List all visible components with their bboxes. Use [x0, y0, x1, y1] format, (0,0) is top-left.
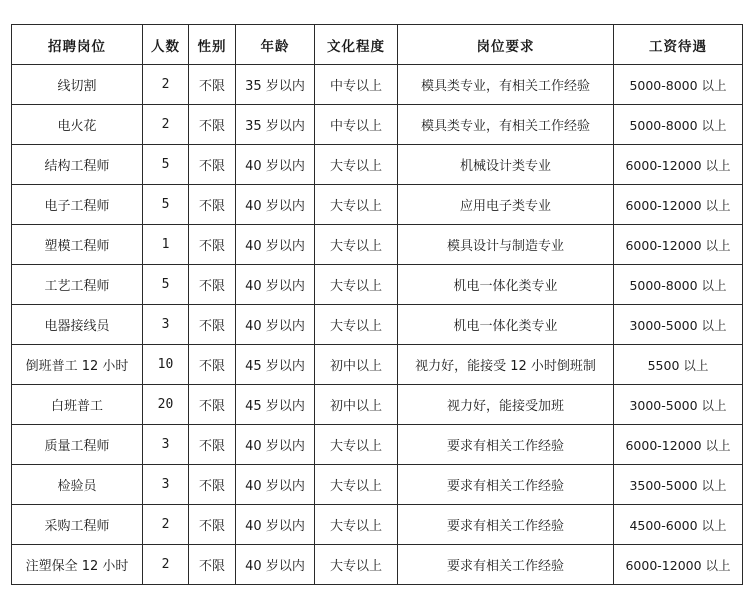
cell-age: 40 岁以内: [236, 265, 315, 305]
cell-gender: 不限: [189, 105, 236, 145]
header-salary: 工资待遇: [614, 25, 743, 65]
table-row: [12, 545, 743, 585]
cell-gender: 不限: [189, 225, 236, 265]
cell-requirements: 要求有相关工作经验: [398, 465, 614, 505]
table-row: [12, 305, 743, 345]
cell-education: 大专以上: [315, 225, 398, 265]
cell-age: 40 岁以内: [236, 465, 315, 505]
cell-salary: 5000-8000 以上: [614, 265, 743, 305]
cell-gender: 不限: [189, 465, 236, 505]
cell-gender: 不限: [189, 265, 236, 305]
cell-age: 40 岁以内: [236, 145, 315, 185]
cell-gender: 不限: [189, 345, 236, 385]
cell-position: 采购工程师: [12, 505, 143, 545]
cell-salary: 5000-8000 以上: [614, 105, 743, 145]
cell-requirements: 机电一体化类专业: [398, 305, 614, 345]
cell-age: 40 岁以内: [236, 425, 315, 465]
cell-position: 倒班普工 12 小时: [12, 345, 143, 385]
cell-salary: 6000-12000 以上: [614, 225, 743, 265]
cell-education: 初中以上: [315, 385, 398, 425]
cell-education: 初中以上: [315, 345, 398, 385]
cell-salary: 3000-5000 以上: [614, 385, 743, 425]
cell-age: 40 岁以内: [236, 225, 315, 265]
table-row: [12, 185, 743, 225]
table-row: [12, 145, 743, 185]
header-gender: 性别: [189, 25, 236, 65]
header-row: [12, 25, 743, 65]
cell-education: 大专以上: [315, 465, 398, 505]
cell-headcount: 3: [143, 465, 189, 505]
cell-age: 40 岁以内: [236, 545, 315, 585]
cell-education: 大专以上: [315, 425, 398, 465]
cell-headcount: 2: [143, 105, 189, 145]
cell-gender: 不限: [189, 385, 236, 425]
table-row: [12, 505, 743, 545]
cell-position: 质量工程师: [12, 425, 143, 465]
cell-salary: 3500-5000 以上: [614, 465, 743, 505]
cell-position: 白班普工: [12, 385, 143, 425]
cell-headcount: 20: [143, 385, 189, 425]
cell-salary: 3000-5000 以上: [614, 305, 743, 345]
cell-salary: 5500 以上: [614, 345, 743, 385]
cell-salary: 5000-8000 以上: [614, 65, 743, 105]
cell-requirements: 要求有相关工作经验: [398, 545, 614, 585]
cell-gender: 不限: [189, 65, 236, 105]
cell-gender: 不限: [189, 305, 236, 345]
cell-requirements: 模具类专业，有相关工作经验: [398, 105, 614, 145]
cell-position: 注塑保全 12 小时: [12, 545, 143, 585]
table-row: [12, 265, 743, 305]
cell-salary: 6000-12000 以上: [614, 185, 743, 225]
header-headcount: 人数: [143, 25, 189, 65]
cell-headcount: 5: [143, 265, 189, 305]
cell-education: 大专以上: [315, 145, 398, 185]
table-row: [12, 425, 743, 465]
table-row: [12, 65, 743, 105]
cell-education: 大专以上: [315, 185, 398, 225]
cell-position: 电器接线员: [12, 305, 143, 345]
cell-position: 检验员: [12, 465, 143, 505]
table-row: [12, 345, 743, 385]
cell-headcount: 2: [143, 505, 189, 545]
cell-gender: 不限: [189, 505, 236, 545]
cell-age: 45 岁以内: [236, 385, 315, 425]
cell-headcount: 1: [143, 225, 189, 265]
cell-gender: 不限: [189, 425, 236, 465]
cell-gender: 不限: [189, 185, 236, 225]
cell-education: 中专以上: [315, 65, 398, 105]
table-row: [12, 225, 743, 265]
table-row: [12, 385, 743, 425]
cell-gender: 不限: [189, 545, 236, 585]
cell-requirements: 视力好，能接受 12 小时倒班制: [398, 345, 614, 385]
cell-age: 40 岁以内: [236, 185, 315, 225]
cell-education: 大专以上: [315, 505, 398, 545]
cell-salary: 6000-12000 以上: [614, 545, 743, 585]
recruitment-table-container: [11, 24, 743, 585]
cell-education: 大专以上: [315, 545, 398, 585]
cell-salary: 6000-12000 以上: [614, 145, 743, 185]
cell-position: 工艺工程师: [12, 265, 143, 305]
cell-position: 线切割: [12, 65, 143, 105]
cell-requirements: 应用电子类专业: [398, 185, 614, 225]
cell-requirements: 要求有相关工作经验: [398, 505, 614, 545]
header-education: 文化程度: [315, 25, 398, 65]
header-requirements: 岗位要求: [398, 25, 614, 65]
cell-requirements: 机电一体化类专业: [398, 265, 614, 305]
recruitment-table: [11, 24, 743, 585]
table-row: [12, 465, 743, 505]
cell-position: 电子工程师: [12, 185, 143, 225]
cell-requirements: 模具类专业，有相关工作经验: [398, 65, 614, 105]
cell-age: 45 岁以内: [236, 345, 315, 385]
cell-age: 40 岁以内: [236, 505, 315, 545]
cell-requirements: 要求有相关工作经验: [398, 425, 614, 465]
cell-headcount: 2: [143, 65, 189, 105]
cell-headcount: 5: [143, 185, 189, 225]
cell-requirements: 模具设计与制造专业: [398, 225, 614, 265]
cell-headcount: 2: [143, 545, 189, 585]
cell-requirements: 视力好，能接受加班: [398, 385, 614, 425]
cell-gender: 不限: [189, 145, 236, 185]
cell-education: 中专以上: [315, 105, 398, 145]
cell-position: 电火花: [12, 105, 143, 145]
table-body: [12, 65, 743, 585]
cell-age: 35 岁以内: [236, 105, 315, 145]
cell-salary: 6000-12000 以上: [614, 425, 743, 465]
cell-requirements: 机械设计类专业: [398, 145, 614, 185]
cell-salary: 4500-6000 以上: [614, 505, 743, 545]
cell-headcount: 10: [143, 345, 189, 385]
cell-headcount: 5: [143, 145, 189, 185]
cell-education: 大专以上: [315, 265, 398, 305]
header-position: 招聘岗位: [12, 25, 143, 65]
cell-headcount: 3: [143, 305, 189, 345]
cell-position: 塑模工程师: [12, 225, 143, 265]
cell-age: 40 岁以内: [236, 305, 315, 345]
cell-headcount: 3: [143, 425, 189, 465]
cell-age: 35 岁以内: [236, 65, 315, 105]
header-age: 年龄: [236, 25, 315, 65]
table-row: [12, 105, 743, 145]
cell-education: 大专以上: [315, 305, 398, 345]
cell-position: 结构工程师: [12, 145, 143, 185]
